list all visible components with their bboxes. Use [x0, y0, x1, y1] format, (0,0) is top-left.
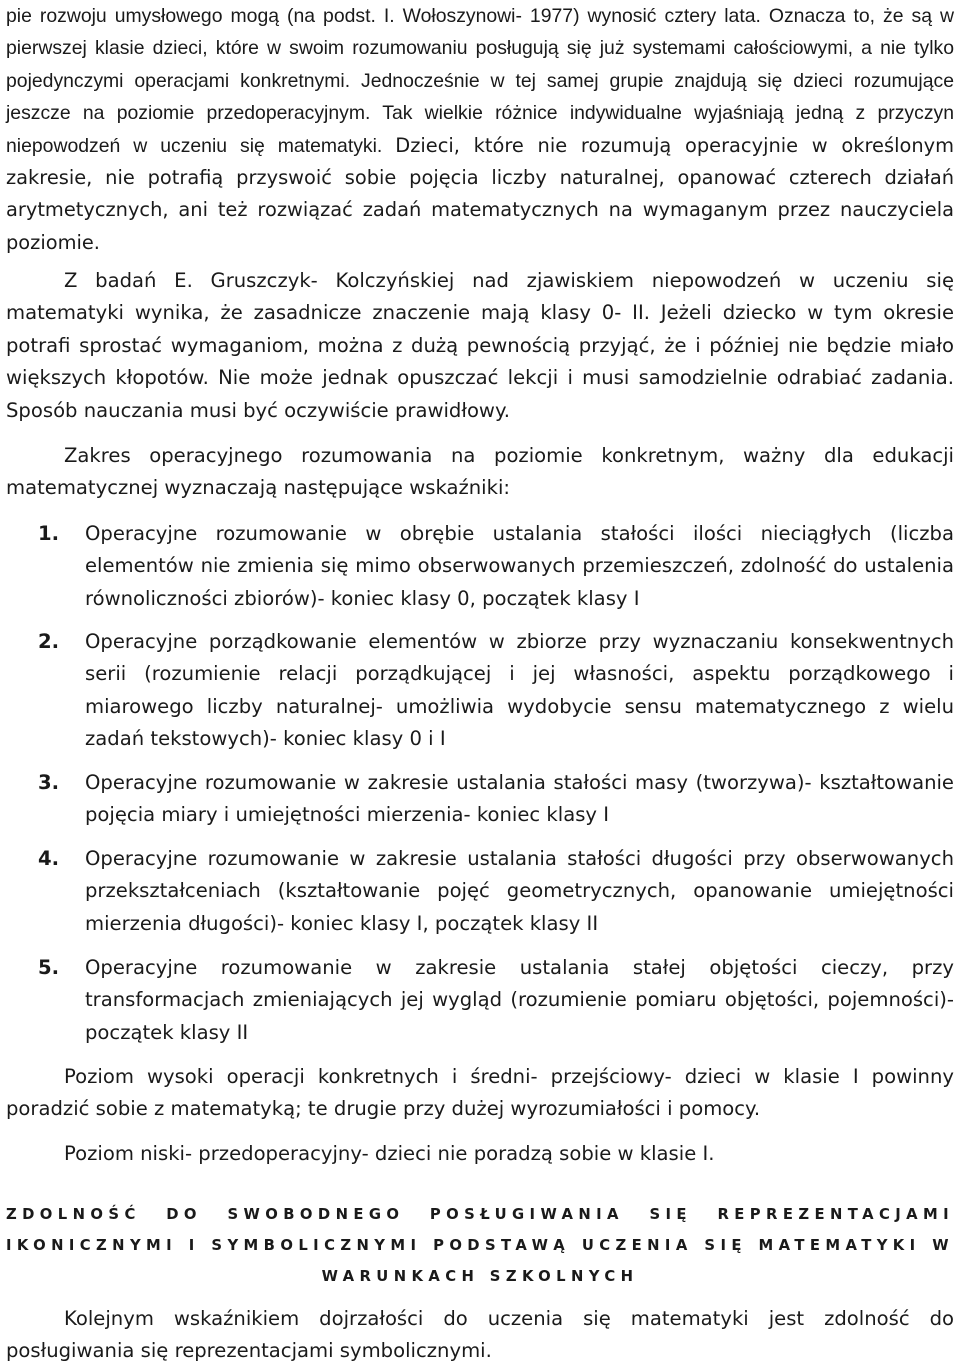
paragraph-symbolic: Kolejnym wskaźnikiem dojrzałości do uczenia się matematyki jest zdolność do posługiwania się reprezentacjami symbolicznymi.: [6, 1307, 954, 1363]
section-heading: ZDOLNOŚĆ DO SWOBODNEGO POSŁUGIWANIA SIĘ REPREZENTACJAMI IKONICZNYMI I SYMBOLICZNYMI PODSTAWĄ UCZENIA SIĘ MATEMATYKI W WARUNKACH SZKOLNYCH: [6, 1206, 954, 1285]
list-item-number: 2.: [38, 630, 60, 653]
list-item-number: 1.: [38, 522, 60, 545]
list-item-text: Operacyjne porządkowanie elementów w zbiorze przy wyznaczaniu konsekwentnych serii (rozumienie relacji porządkującej i jej własności, aspektu porządkowego i miarowego liczby naturalnej- umożliwia wydobycie sensu matematycznego z wielu zadań tekstowych)- koniec klasy 0 i I: [85, 630, 954, 751]
list-item-text: Operacyjne rozumowanie w zakresie ustalania stałości długości przy obserwowanych przekształceniach (kształtowanie pojęć geometrycznych, opanowanie umiejętności mierzenia długości)- koniec klasy I, początek klasy II: [85, 847, 954, 935]
paragraph-research: Z badań E. Gruszczyk- Kolczyńskiej nad zjawiskiem niepowodzeń w uczeniu się matematyki wynika, że zasadnicze znaczenie mają klasy 0- II. Jeżeli dziecko w tym okresie potrafi sprostać wymaganiom, można z dużą pewnością przyjąć, że i później nie będzie miało większych kłopotów. Nie może jednak opuszczać lekcji i musi samodzielnie odrabiać zadania. Sposób nauczania musi być oczywiście prawidłowy.: [6, 269, 954, 422]
intro-paragraph-b: Dzieci, które nie rozumują operacyjnie w określonym zakresie, nie potrafią przyswoić sobie pojęcia liczby naturalnej, opanować czterech działań arytmetycznych, ani też rozwiązać zadań matematycznych na wymaganym przez nauczyciela poziomie.: [6, 133, 954, 254]
list-item-number: 5.: [38, 956, 60, 979]
list-item-text: Operacyjne rozumowanie w zakresie ustalania stałości masy (tworzywa)- kształtowanie pojęcia miary i umiejętności mierzenia- koniec klasy I: [85, 771, 954, 827]
intro-paragraph: [6, 0, 954, 259]
paragraph-levels-high: Poziom wysoki operacji konkretnych i średni- przejściowy- dzieci w klasie I powinny poradzić sobie z matematyką; te drugie przy dużej wyrozumiałości i pomocy.: [6, 1065, 954, 1121]
list-item-number: 3.: [38, 771, 60, 794]
paragraph-levels-low: Poziom niski- przedoperacyjny- dzieci nie poradzą sobie w klasie I.: [64, 1142, 715, 1165]
list-item-text: Operacyjne rozumowanie w obrębie ustalania stałości ilości nieciągłych (liczba elementów nie zmienia się mimo obserwowanych przemieszczeń, zdolność do ustalenia równoliczności zbiorów)- koniec klasy 0, początek klasy I: [85, 522, 954, 610]
list-item-number: 4.: [38, 847, 60, 870]
list-item-text: Operacyjne rozumowanie w zakresie ustalania stałej objętości cieczy, przy transformacjach zmieniających jej wygląd (rozumienie pomiaru objętości, pojemności)- początek klasy II: [85, 956, 954, 1044]
intro-paragraph-a: pie rozwoju umysłowego mogą (na podst. I. Wołoszynowi- 1977) wynosić cztery lata. Oznacza to, że są w pierwszej klasie dzieci, które w swoim rozumowaniu posługują się już systemami całościowymi, a nie tylko pojedynczymi operacjami konkretnymi. Jednocześnie w tej samej grupie znajdują się dzieci rozumujące jeszcze na poziomie przedoperacyjnym. Tak wielkie różnice indywidualne wyjaśniają jedną z przyczyn niepowodzeń w uczeniu się matematyki.: [6, 5, 954, 157]
paragraph-indicators-intro: Zakres operacyjnego rozumowania na poziomie konkretnym, ważny dla edukacji matematycznej wyznaczają następujące wskaźniki:: [6, 444, 954, 500]
